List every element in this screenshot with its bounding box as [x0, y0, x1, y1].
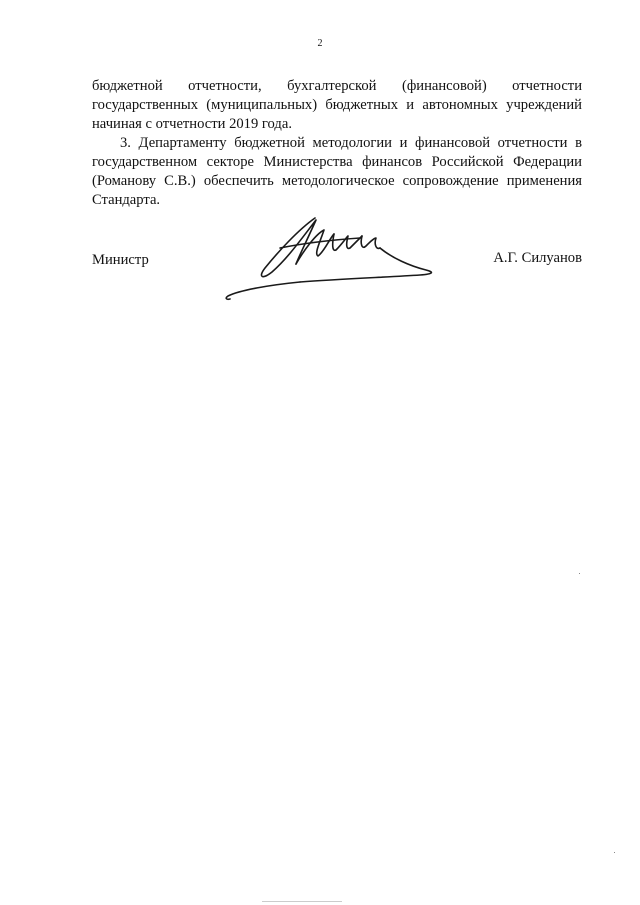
- scan-speck: [614, 852, 615, 853]
- signatory-name: А.Г. Силуанов: [493, 250, 582, 266]
- page-number: 2: [317, 38, 323, 49]
- paragraph-continued: бюджетной отчетности, бухгалтерской (финансовой) отчетности государственных (муниципальных) бюджетных и автономных учреждений начиная с отчетности 2019 года.: [92, 78, 582, 132]
- scan-edge-line: [262, 901, 342, 902]
- signatory-title: Министр: [92, 252, 149, 268]
- scan-speck: [579, 573, 580, 574]
- document-body: [92, 77, 582, 210]
- handwritten-signature: [220, 200, 450, 310]
- paragraph-item-3: 3. Департаменту бюджетной методологии и финансовой отчетности в государственном секторе Министерства финансов Российской Федерации (Романову С.В.) обеспечить методологическое сопровождение применения Стандарта.: [92, 135, 582, 208]
